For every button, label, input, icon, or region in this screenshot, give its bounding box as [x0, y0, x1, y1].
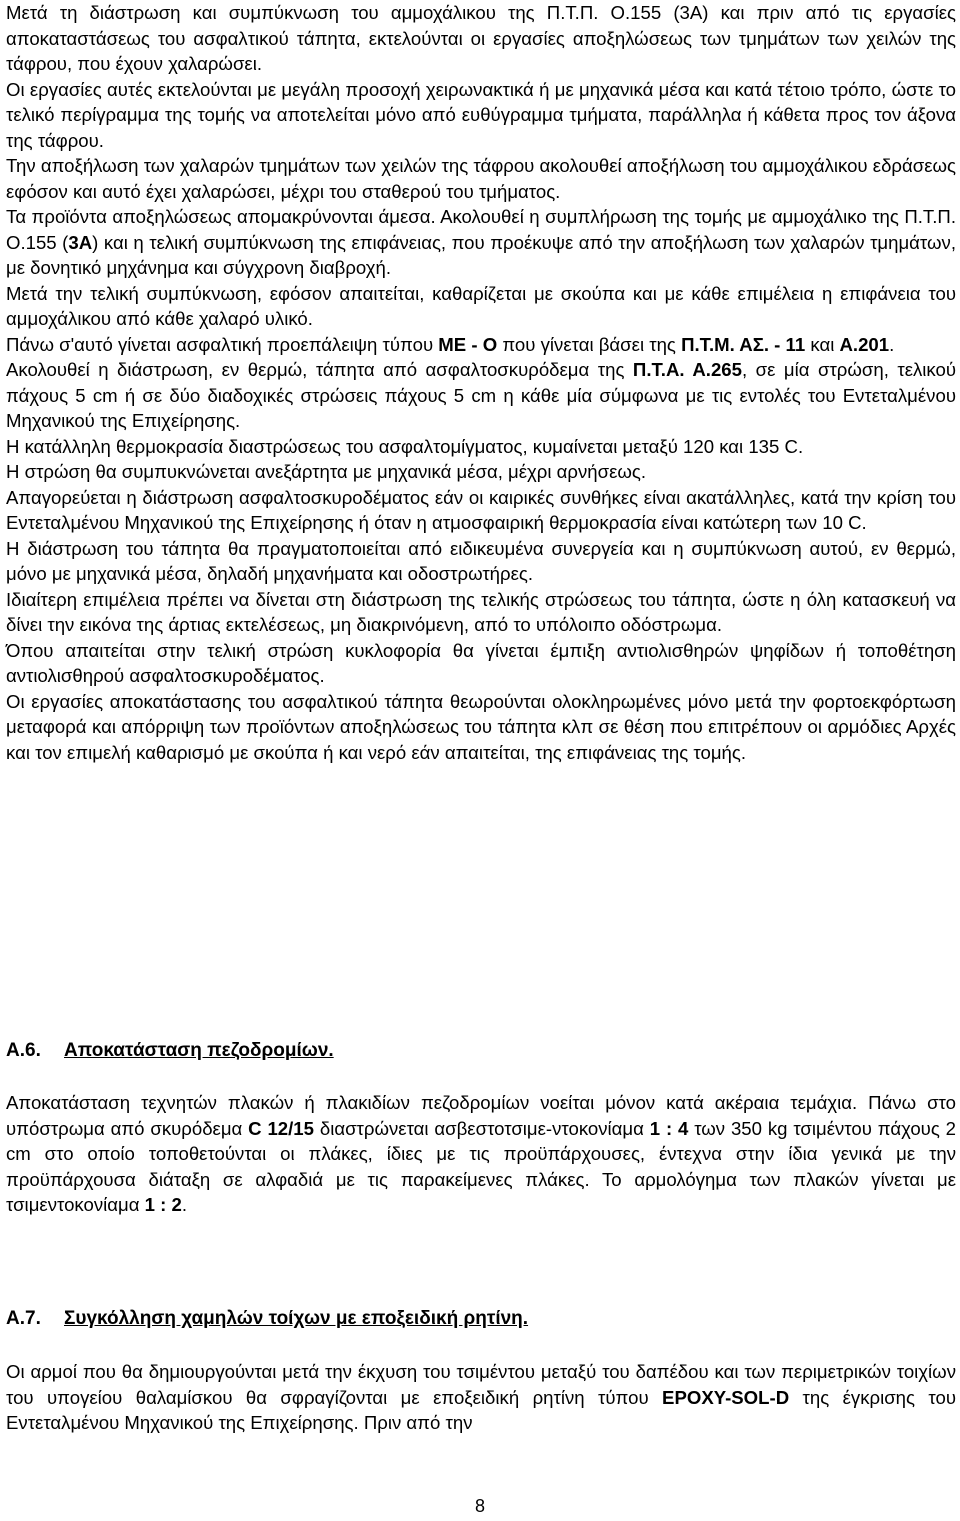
paragraph: Ακολουθεί η διάστρωση, εν θερμώ, τάπητα από ασφαλτοσκυρόδεμα της Π.Τ.Α. Α.265, σε μία στρώση, τελικού πάχους 5 cm ή σε δύο διαδοχικές στρώσεις πάχους 5 cm η κάθε μία σύμφωνα με τις εντολές του Εντεταλμένου Μηχανικού της Επιχείρησης.: [6, 359, 956, 431]
section-heading-a6: [6, 1038, 334, 1064]
paragraph: Ιδιαίτερη επιμέλεια πρέπει να δίνεται στη διάστρωση της τελικής στρώσεως του τάπητα, ώστε η όλη κατασκευή να δίνει την εικόνα της άρτιας εκτελέσεως, μη διακρινόμενη, από το υπόλοιπο οδόστρωμα.: [6, 588, 956, 635]
section-title: Αποκατάσταση πεζοδρομίων.: [64, 1040, 334, 1061]
section-number: Α.6.: [6, 1040, 41, 1061]
section-a7-body: [6, 1359, 956, 1436]
paragraph: Μετά την τελική συμπύκνωση, εφόσον απαιτείται, καθαρίζεται με σκούπα και με κάθε επιμέλεια η επιφάνεια του αμμοχάλικου από κάθε χαλαρό υλικό.: [6, 282, 956, 329]
paragraph: Μετά τη διάστρωση και συμπύκνωση του αμμοχάλικου της Π.Τ.Π. Ο.155 (3Α) και πριν από τις εργασίες αποκαταστάσεως του ασφαλτικού τάπητα, εκτελούνται οι εργασίες αποξηλώσεως των τμημάτων των χειλών της τάφρου, που έχουν χαλαρώσει.: [6, 2, 956, 74]
paragraph: Η διάστρωση του τάπητα θα πραγματοποιείται από ειδικευμένα συνεργεία και η συμπύκνωση αυτού, εν θερμώ, μόνο με μηχανικά μέσα, δηλαδή μηχανήματα και οδοστρωτήρες.: [6, 537, 956, 584]
paragraph: Οι εργασίες αυτές εκτελούνται με μεγάλη προσοχή χειρωνακτικά ή με μηχανικά μέσα και κατά τέτοιο τρόπο, ώστε το τελικό περίγραμμα της τομής να αποτελείται μόνο από ευθύγραμμα τμήματα, παράλληλα ή κάθετα προς τον άξονα της τάφρου.: [6, 78, 956, 151]
page-number: 8: [474, 1496, 485, 1516]
section-heading-a7: [6, 1306, 528, 1332]
paragraph: Πάνω σ'αυτό γίνεται ασφαλτική προεπάλειψη τύπου ΜΕ - Ο που γίνεται βάσει της Π.Τ.Μ. ΑΣ. - 11 και Α.201.: [6, 333, 895, 355]
section-number: Α.7.: [6, 1308, 41, 1329]
paragraph: Η κατάλληλη θερμοκρασία διαστρώσεως του ασφαλτομίγματος, κυμαίνεται μεταξύ 120 και 135 C.: [6, 435, 804, 457]
paragraph: Οι αρμοί που θα δημιουργούνται μετά την έκχυση του τσιμέντου μεταξύ του δαπέδου και των περιμετρικών τοιχίων του υπογείου θαλαμίσκου θα σφραγίζονται με εποξειδική ρητίνη τύπου EPOXY-SOL-D της έγκρισης του Εντεταλμένου Μηχανικού της Επιχείρησης. Πριν από την: [6, 1361, 956, 1433]
paragraph: Οι εργασίες αποκατάστασης του ασφαλτικού τάπητα θεωρούνται ολοκληρωμένες μόνο μετά την φορτοεκφόρτωση μεταφορά και απόρριψη των προϊόντων αποξηλώσεως του τάπητα κλπ σε θέση που επιτρέπουν οι αρμόδιες Αρχές και τον επιμελή καθαρισμό με σκούπα ή και νερό εάν απαιτείται, της επιφάνειας της τομής.: [6, 690, 956, 763]
section-title: Συγκόλληση χαμηλών τοίχων με εποξειδική ρητίνη.: [64, 1308, 529, 1329]
trench-restoration-text: [6, 0, 956, 765]
paragraph: Την αποξήλωση των χαλαρών τμημάτων των χειλών της τάφρου ακολουθεί αποξήλωση του αμμοχάλικου εδράσεως εφόσον και αυτό έχει χαλαρώσει, μέχρι του σταθερού του τμήματος.: [6, 155, 956, 202]
paragraph: Η στρώση θα συμπυκνώνεται ανεξάρτητα με μηχανικά μέσα, μέχρι αρνήσεως.: [6, 461, 647, 482]
section-a6-body: [6, 1090, 956, 1218]
paragraph: Απαγορεύεται η διάστρωση ασφαλτοσκυροδέματος εάν οι καιρικές συνθήκες είναι ακατάλληλες, κατά την κρίση του Εντεταλμένου Μηχανικού της Επιχείρησης ή όταν η ατμοσφαιρική θερμοκρασία είναι κατώτερη των 10 C.: [6, 486, 956, 533]
paragraph: Όπου απαιτείται στην τελική στρώση κυκλοφορία θα γίνεται έμπιξη αντιολισθηρών ψηφίδων ή τοποθέτηση αντιολισθηρού ασφαλτοσκυροδέματος.: [6, 639, 956, 686]
paragraph: Αποκατάσταση τεχνητών πλακών ή πλακιδίων πεζοδρομίων νοείται μόνον κατά ακέραια τεμάχια. Πάνω στο υπόστρωμα από σκυρόδεμα C 12/15 διαστρώνεται ασβεστοτσιμε-ντοκονίαμα 1 : 4 των 350 kg τσιμέντου πάχους 2 cm στο οποίο τοποθετούνται οι πλάκες, ίδιες με τις προϋπάρχουσες, έντεχνα στην ίδια γενικά με την προϋπάρχουσα διάταξη σε αλφαδιά με τις παρακείμενες πλάκες. Το αρμολόγημα των πλακών γίνεται με τσιμεντοκονίαμα 1 : 2.: [6, 1092, 956, 1215]
paragraph: Τα προϊόντα αποξηλώσεως απομακρύνονται άμεσα. Ακολουθεί η συμπλήρωση της τομής με αμμοχάλικο της Π.Τ.Π. Ο.155 (3Α) και η τελική συμπύκνωση της επιφάνειας, που προέκυψε από την αποξήλωση των χαλαρών τμημάτων, με δονητικό μηχάνημα και σύγχρονη διαβροχή.: [6, 206, 956, 278]
